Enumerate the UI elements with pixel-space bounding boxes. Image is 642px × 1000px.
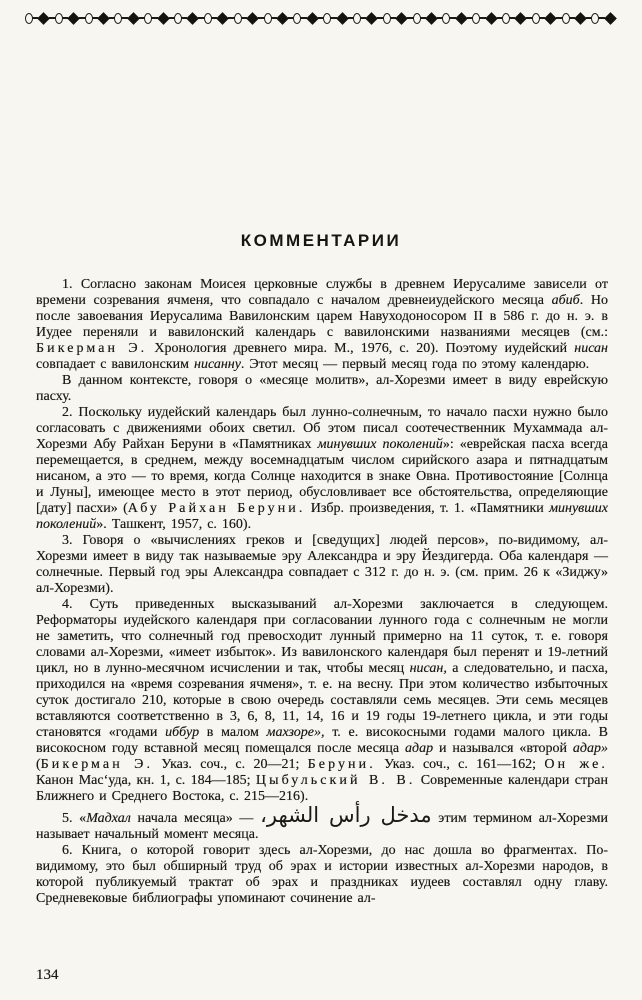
- paragraph: [36, 405, 608, 533]
- ornament-diamond-icon: [157, 12, 170, 25]
- ornament-bead-icon: [204, 13, 212, 24]
- ornament-diamond-icon: [336, 12, 349, 25]
- ornament-diamond-icon: [544, 12, 557, 25]
- text-run: Бикерман Э.: [36, 341, 148, 356]
- text-run: 5. «: [62, 811, 87, 826]
- text-run: начала месяца» —: [130, 811, 261, 826]
- ornament-diamond-icon: [187, 12, 200, 25]
- text-run: Абу Райхан Беруни.: [127, 501, 306, 516]
- text-run: 2. Поскольку иудейский календарь был лунно-солнечным, то начало пасхи нужно было согласовать с движениями обоих светил. Об этом писал соотечественник Мухаммада ал-Хорезми Абу Райхан Беруни в «Памятниках: [36, 405, 608, 452]
- text-run: 1. Согласно законам Моисея церковные службы в древнем Иерусалиме зависели от времени созревания ячменя, что совпадало с началом древнеиудейского месяца: [36, 277, 608, 308]
- ornament-bead-icon: [114, 13, 122, 24]
- text-run: махзоре»,: [266, 725, 325, 740]
- text-run: В данном контексте, говоря о «месяце молитв», ал-Хорезми имеет в виду еврейскую пасху.: [36, 373, 608, 404]
- text-run: нисан,: [409, 661, 447, 676]
- ornament-diamond-icon: [365, 12, 378, 25]
- ornament-diamond-icon: [127, 12, 140, 25]
- ornament-diamond-icon: [485, 12, 498, 25]
- ornament-bead-icon: [502, 13, 510, 24]
- text-run: нисан: [574, 341, 608, 356]
- ornament-diamond-icon: [515, 12, 528, 25]
- text-run: (: [36, 757, 41, 772]
- text-run: нисанну: [194, 357, 241, 372]
- ornament-diamond-icon: [395, 12, 408, 25]
- text-run: и назывался «второй: [433, 741, 573, 756]
- ornament-bead-icon: [144, 13, 152, 24]
- ornament-bead-icon: [55, 13, 63, 24]
- ornament-diamond-icon: [246, 12, 259, 25]
- paragraph: [36, 533, 608, 597]
- paragraph: [36, 843, 608, 907]
- text-run: Он же.: [544, 757, 608, 772]
- ornament-bead-icon: [442, 13, 450, 24]
- ornament-diamond-icon: [306, 12, 319, 25]
- text-run: Канон Мас‘уда, кн. 1, с. 184—185;: [36, 773, 256, 788]
- ornament-bead-icon: [293, 13, 301, 24]
- text-run: т. е. високосными годами малого цикла. В високосном году вставной месяц помещался после месяца: [36, 725, 609, 756]
- text-run: иббур: [165, 725, 200, 740]
- ornament-bead-icon: [562, 13, 570, 24]
- text-run: ». Ташкент, 1957, с. 160).: [96, 517, 252, 532]
- ornament-diamond-icon: [216, 12, 229, 25]
- text-run: Хронология древнего мира. М., 1976, с. 20). Поэтому иудейский: [147, 341, 575, 356]
- ornament-bead-icon: [234, 13, 242, 24]
- ornament-bead-icon: [174, 13, 182, 24]
- paragraph: [36, 277, 608, 373]
- text-run: абиб: [551, 293, 580, 308]
- commentary-text: [36, 277, 608, 907]
- ornament-bead-icon: [85, 13, 93, 24]
- text-run: 3. Говоря о «вычислениях греков и [сведущих] людей персов», по-видимому, ал-Хорезми имеет в виду так называемые эру Александра и эру Йездигерда. Оба календаря — солнечные. Первый год эры Александра совпадает с 312 г. до н. э. (см. прим. 26 к «Зиджу» ал-Хорезми).: [36, 533, 608, 596]
- ornament-diamond-icon: [455, 12, 468, 25]
- ornament-diamond-icon: [425, 12, 438, 25]
- ornament-diamond-icon: [276, 12, 289, 25]
- text-run: 4. Суть приведенных высказываний ал-Хорезми заключается в следующем. Реформаторы иудейского календаря при согласовании лунного года с солнечным не могли не заметить, что солнечный год превосходит лунный примерно на 11 суток, т. е. говоря словами ал-Хорезми, «имеет избыток». Из вавилонского календаря был перенят и 19-летний цикл, но в лунно-месячном исчислении и так, чтобы месяц: [36, 597, 608, 676]
- ornament-bead-icon: [532, 13, 540, 24]
- ornament-diamond-icon: [38, 12, 51, 25]
- text-run: адар: [404, 741, 434, 756]
- ornament-bead-icon: [25, 13, 33, 24]
- text-run: Указ. соч., с. 161—162;: [375, 757, 545, 772]
- text-run: этим термином ал-Хорезми называет начальный момент месяца.: [36, 811, 608, 842]
- text-run: . Этот месяц — первый месяц года по этому календарю.: [240, 357, 590, 372]
- paragraph: [36, 373, 608, 405]
- text-run: Бикерман Э.: [40, 757, 154, 772]
- text-run: »: «еврейская пасха всегда перемещается, в среднем, между восемнадцатым числом сирийского азара и пятнадцатым нисаном, а это — то время, когда Солнце находится в знаке Овна. Противостояние [Солнца и Луны], имеющее место в этот период, обусловливает все обстоятельства, определяющие [дату] пасхи» (: [36, 437, 608, 516]
- ornament-bead-icon: [353, 13, 361, 24]
- decorative-border: [26, 11, 616, 25]
- page-number: 134: [36, 967, 59, 983]
- text-run: адар»: [572, 741, 608, 756]
- ornament-diamond-icon: [574, 12, 587, 25]
- text-run: минувших поколений: [317, 437, 443, 452]
- text-run: Современные календари стран Ближнего и Среднего Востока, с. 215—216).: [36, 773, 608, 804]
- text-run: 6. Книга, о которой говорит здесь ал-Хорезми, до нас дошла во фрагментах. По-видимому, это был обширный труд об эрах и истории известных ал-Хорезми народов, в которой публикуемый трактат об эрах и праздниках иудеев составлял одну главу. Средневековые библиографы упоминают сочинение ал-: [36, 843, 608, 906]
- text-run: Беруни.: [307, 757, 376, 772]
- ornament-bead-icon: [591, 13, 599, 24]
- arabic-phrase: مدخل رأس الشهر،: [260, 803, 432, 827]
- text-run: минувших поколений: [36, 501, 609, 532]
- text-run: в малом: [199, 725, 267, 740]
- ornament-diamond-icon: [97, 12, 110, 25]
- text-run: а следовательно, и пасха, приходился на «время созревания ячменя», т. е. на весну. При этом количество избыточных суток достигало 210, которые в свою очередь составляли семь месяцев. Эти семь месяцев вставляются соответственно в 3, 6, 8, 11, 14, 16 и 19 годы 19-летнего цикла, и эти годы становятся «годами: [36, 661, 608, 740]
- ornament-bead-icon: [413, 13, 421, 24]
- text-run: совпадает с вавилонским: [36, 357, 195, 372]
- text-run: Указ. соч., с. 20—21;: [153, 757, 308, 772]
- paragraph: [36, 597, 608, 805]
- ornament-bead-icon: [383, 13, 391, 24]
- ornament-bead-icon: [472, 13, 480, 24]
- text-run: Избр. произведения, т. 1. «Памятники: [305, 501, 550, 516]
- ornament-bead-icon: [323, 13, 331, 24]
- page-title: КОММЕНТАРИИ: [240, 231, 402, 250]
- ornament-diamond-icon: [67, 12, 80, 25]
- ornament-diamond-icon: [604, 12, 617, 25]
- text-run: . Но после завоевания Иерусалима Вавилонским царем Навуходоносором II в 586 г. до н. э. в Иудее переняли и вавилонский календарь с вавилонскими названиями месяцев (см.:: [36, 293, 608, 340]
- text-run: Цыбульский В. В.: [255, 773, 416, 788]
- text-run: Мадхал: [86, 811, 131, 826]
- paragraph: [36, 805, 608, 843]
- ornament-bead-icon: [264, 13, 272, 24]
